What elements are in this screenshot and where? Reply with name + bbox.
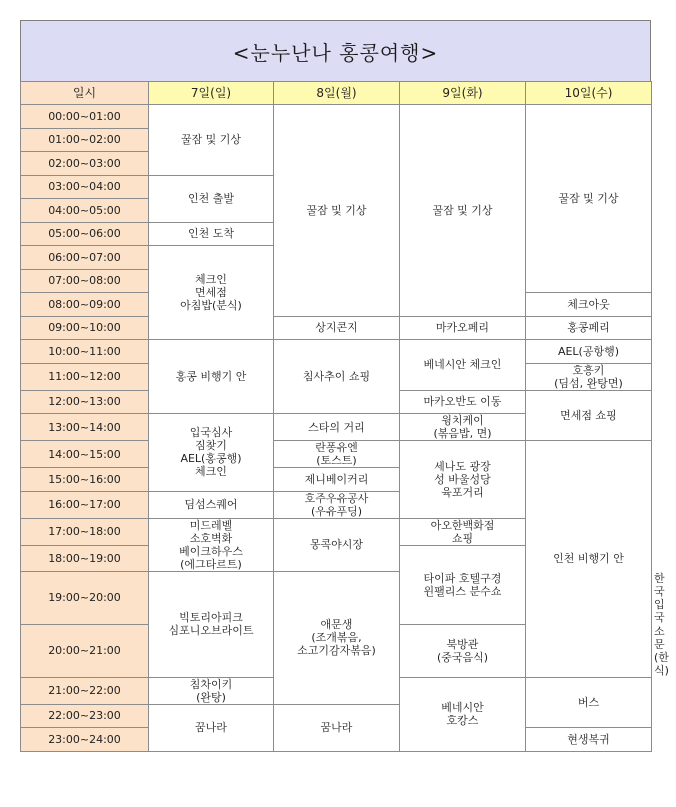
page-title: <눈누난나 홍콩여행> <box>20 20 651 81</box>
schedule-cell: 체크인 면세점 아침밥(분식) <box>149 246 274 340</box>
schedule-cell: 타이파 호텔구경 윈팰리스 분수쇼 <box>400 545 526 624</box>
time-cell: 10:00~11:00 <box>21 340 149 364</box>
schedule-cell: 빅토리아피크 심포니오브라이트 <box>149 571 274 677</box>
schedule-cell: 베네시안 체크인 <box>400 340 526 391</box>
schedule-cell: 현생복귀 <box>526 728 652 752</box>
time-cell: 20:00~21:00 <box>21 624 149 677</box>
day-header: 7일(일) <box>149 82 274 105</box>
schedule-cell: AEL(공항행) <box>526 340 652 364</box>
time-cell: 03:00~04:00 <box>21 175 149 199</box>
time-cell: 14:00~15:00 <box>21 441 149 468</box>
schedule-cell: 꿈나라 <box>274 704 400 751</box>
itinerary-table: 일시 7일(일) 8일(월) 9일(화) 10일(수) 00:00~01:00 꿀잠 및 기상 꿀잠 및 기상 꿀잠 및 기상 꿀잠 및 기상 01:00~02:00 02:00~03:00 03:00~04:00 인천 출발 04:00~05:00 05:00~06:00 인천 도착 06:00~07:00 체크인 면세점 아침밥(분식) 07:00~08:00 08:00~09:00 체크아웃 09:00~10:00 상지콘지 마카오페리 홍콩페리 10:00~11:00 홍콩 비행기 안 침사추이 쇼핑 베네시안 체크인 AEL(공항행) 11:00~12:00 호흥키 (딤섬, 완탕면) 12:00~13:00 마카오반도 이동 면세점 쇼핑 13:00~14:00 입국심사 짐찾기 AEL(홍콩행) 체크인 스타의 거리 윙치케이 (볶음밥, 면) 14:00~15:00 란퐁유엔 (토스트) 세나도 광장 성 바울성당 육포거리 인천 비행기 안 15:00~16:00 제니베이커리 16:00~17:00 딤섬스퀘어 호주우유공사 (우유푸딩) 17:00~18:00 미드레벨 소호벽화 베이크하우스 (에그타르트) 몽콕야시장 아오한백화점 쇼핑 18:00~19:00 타이파 호텔구경 윈팰리스 분수쇼 19:00~20:00 빅토리아피크 심포니오브라이트 애문생 (조개볶음, 소고기감자볶음) 한국 입국 20:00~21:00 북방관 (중국음식) 소문(한식) 21:00~22:00 침차이키 (완탕) 베네시안 호캉스 버스 22:00~23:00 꿈나라 꿈나라 23:00~24:00 현생복귀 <box>20 81 652 752</box>
schedule-cell: 침차이키 (완탕) <box>149 677 274 704</box>
schedule-cell: 제니베이커리 <box>274 468 400 492</box>
schedule-cell: 호흥키 (딤섬, 완탕면) <box>526 363 652 390</box>
time-cell: 16:00~17:00 <box>21 491 149 518</box>
time-cell: 07:00~08:00 <box>21 269 149 293</box>
schedule-cell: 스타의 거리 <box>274 414 400 441</box>
schedule-cell: 란퐁유엔 (토스트) <box>274 441 400 468</box>
day-header: 10일(수) <box>526 82 652 105</box>
schedule-cell: 호주우유공사 (우유푸딩) <box>274 491 400 518</box>
time-cell: 00:00~01:00 <box>21 105 149 129</box>
schedule-cell: 꿀잠 및 기상 <box>400 105 526 317</box>
time-cell: 17:00~18:00 <box>21 518 149 545</box>
time-cell: 08:00~09:00 <box>21 293 149 317</box>
time-cell: 09:00~10:00 <box>21 316 149 340</box>
time-cell: 02:00~03:00 <box>21 152 149 176</box>
time-cell: 15:00~16:00 <box>21 468 149 492</box>
time-header: 일시 <box>21 82 149 105</box>
schedule-cell: 몽콕야시장 <box>274 518 400 571</box>
schedule-cell: 애문생 (조개볶음, 소고기감자볶음) <box>274 571 400 704</box>
schedule-cell: 입국심사 짐찾기 AEL(홍콩행) 체크인 <box>149 414 274 492</box>
day-header: 9일(화) <box>400 82 526 105</box>
schedule-cell: 꿀잠 및 기상 <box>526 105 652 293</box>
time-cell: 13:00~14:00 <box>21 414 149 441</box>
schedule-cell: 체크아웃 <box>526 293 652 317</box>
time-cell: 01:00~02:00 <box>21 128 149 152</box>
schedule-cell: 세나도 광장 성 바울성당 육포거리 <box>400 441 526 519</box>
schedule-cell: 꿈나라 <box>149 704 274 751</box>
schedule-cell: 침사추이 쇼핑 <box>274 340 400 414</box>
schedule-cell: 꿀잠 및 기상 <box>149 105 274 176</box>
schedule-cell: 상지콘지 <box>274 316 400 340</box>
itinerary-sheet <box>20 20 669 752</box>
schedule-cell: 미드레벨 소호벽화 베이크하우스 (에그타르트) <box>149 518 274 571</box>
schedule-cell: 아오한백화점 쇼핑 <box>400 518 526 545</box>
schedule-cell: 인천 비행기 안 <box>526 441 652 678</box>
time-cell: 04:00~05:00 <box>21 199 149 223</box>
time-cell: 21:00~22:00 <box>21 677 149 704</box>
time-cell: 06:00~07:00 <box>21 246 149 270</box>
schedule-cell: 홍콩페리 <box>526 316 652 340</box>
schedule-cell: 북방관 (중국음식) <box>400 624 526 677</box>
day-header: 8일(월) <box>274 82 400 105</box>
schedule-cell: 베네시안 호캉스 <box>400 677 526 751</box>
time-cell: 11:00~12:00 <box>21 363 149 390</box>
schedule-cell: 윙치케이 (볶음밥, 면) <box>400 414 526 441</box>
schedule-cell: 인천 도착 <box>149 222 274 246</box>
schedule-cell: 홍콩 비행기 안 <box>149 340 274 414</box>
schedule-cell: 면세점 쇼핑 <box>526 390 652 441</box>
time-cell: 05:00~06:00 <box>21 222 149 246</box>
time-cell: 12:00~13:00 <box>21 390 149 414</box>
time-cell: 22:00~23:00 <box>21 704 149 728</box>
schedule-cell: 마카오반도 이동 <box>400 390 526 414</box>
time-cell: 18:00~19:00 <box>21 545 149 571</box>
time-cell: 23:00~24:00 <box>21 728 149 752</box>
schedule-cell: 꿀잠 및 기상 <box>274 105 400 317</box>
schedule-cell: 마카오페리 <box>400 316 526 340</box>
time-cell: 19:00~20:00 <box>21 571 149 624</box>
schedule-cell: 버스 <box>526 677 652 728</box>
schedule-cell: 인천 출발 <box>149 175 274 222</box>
schedule-cell: 딤섬스퀘어 <box>149 491 274 518</box>
